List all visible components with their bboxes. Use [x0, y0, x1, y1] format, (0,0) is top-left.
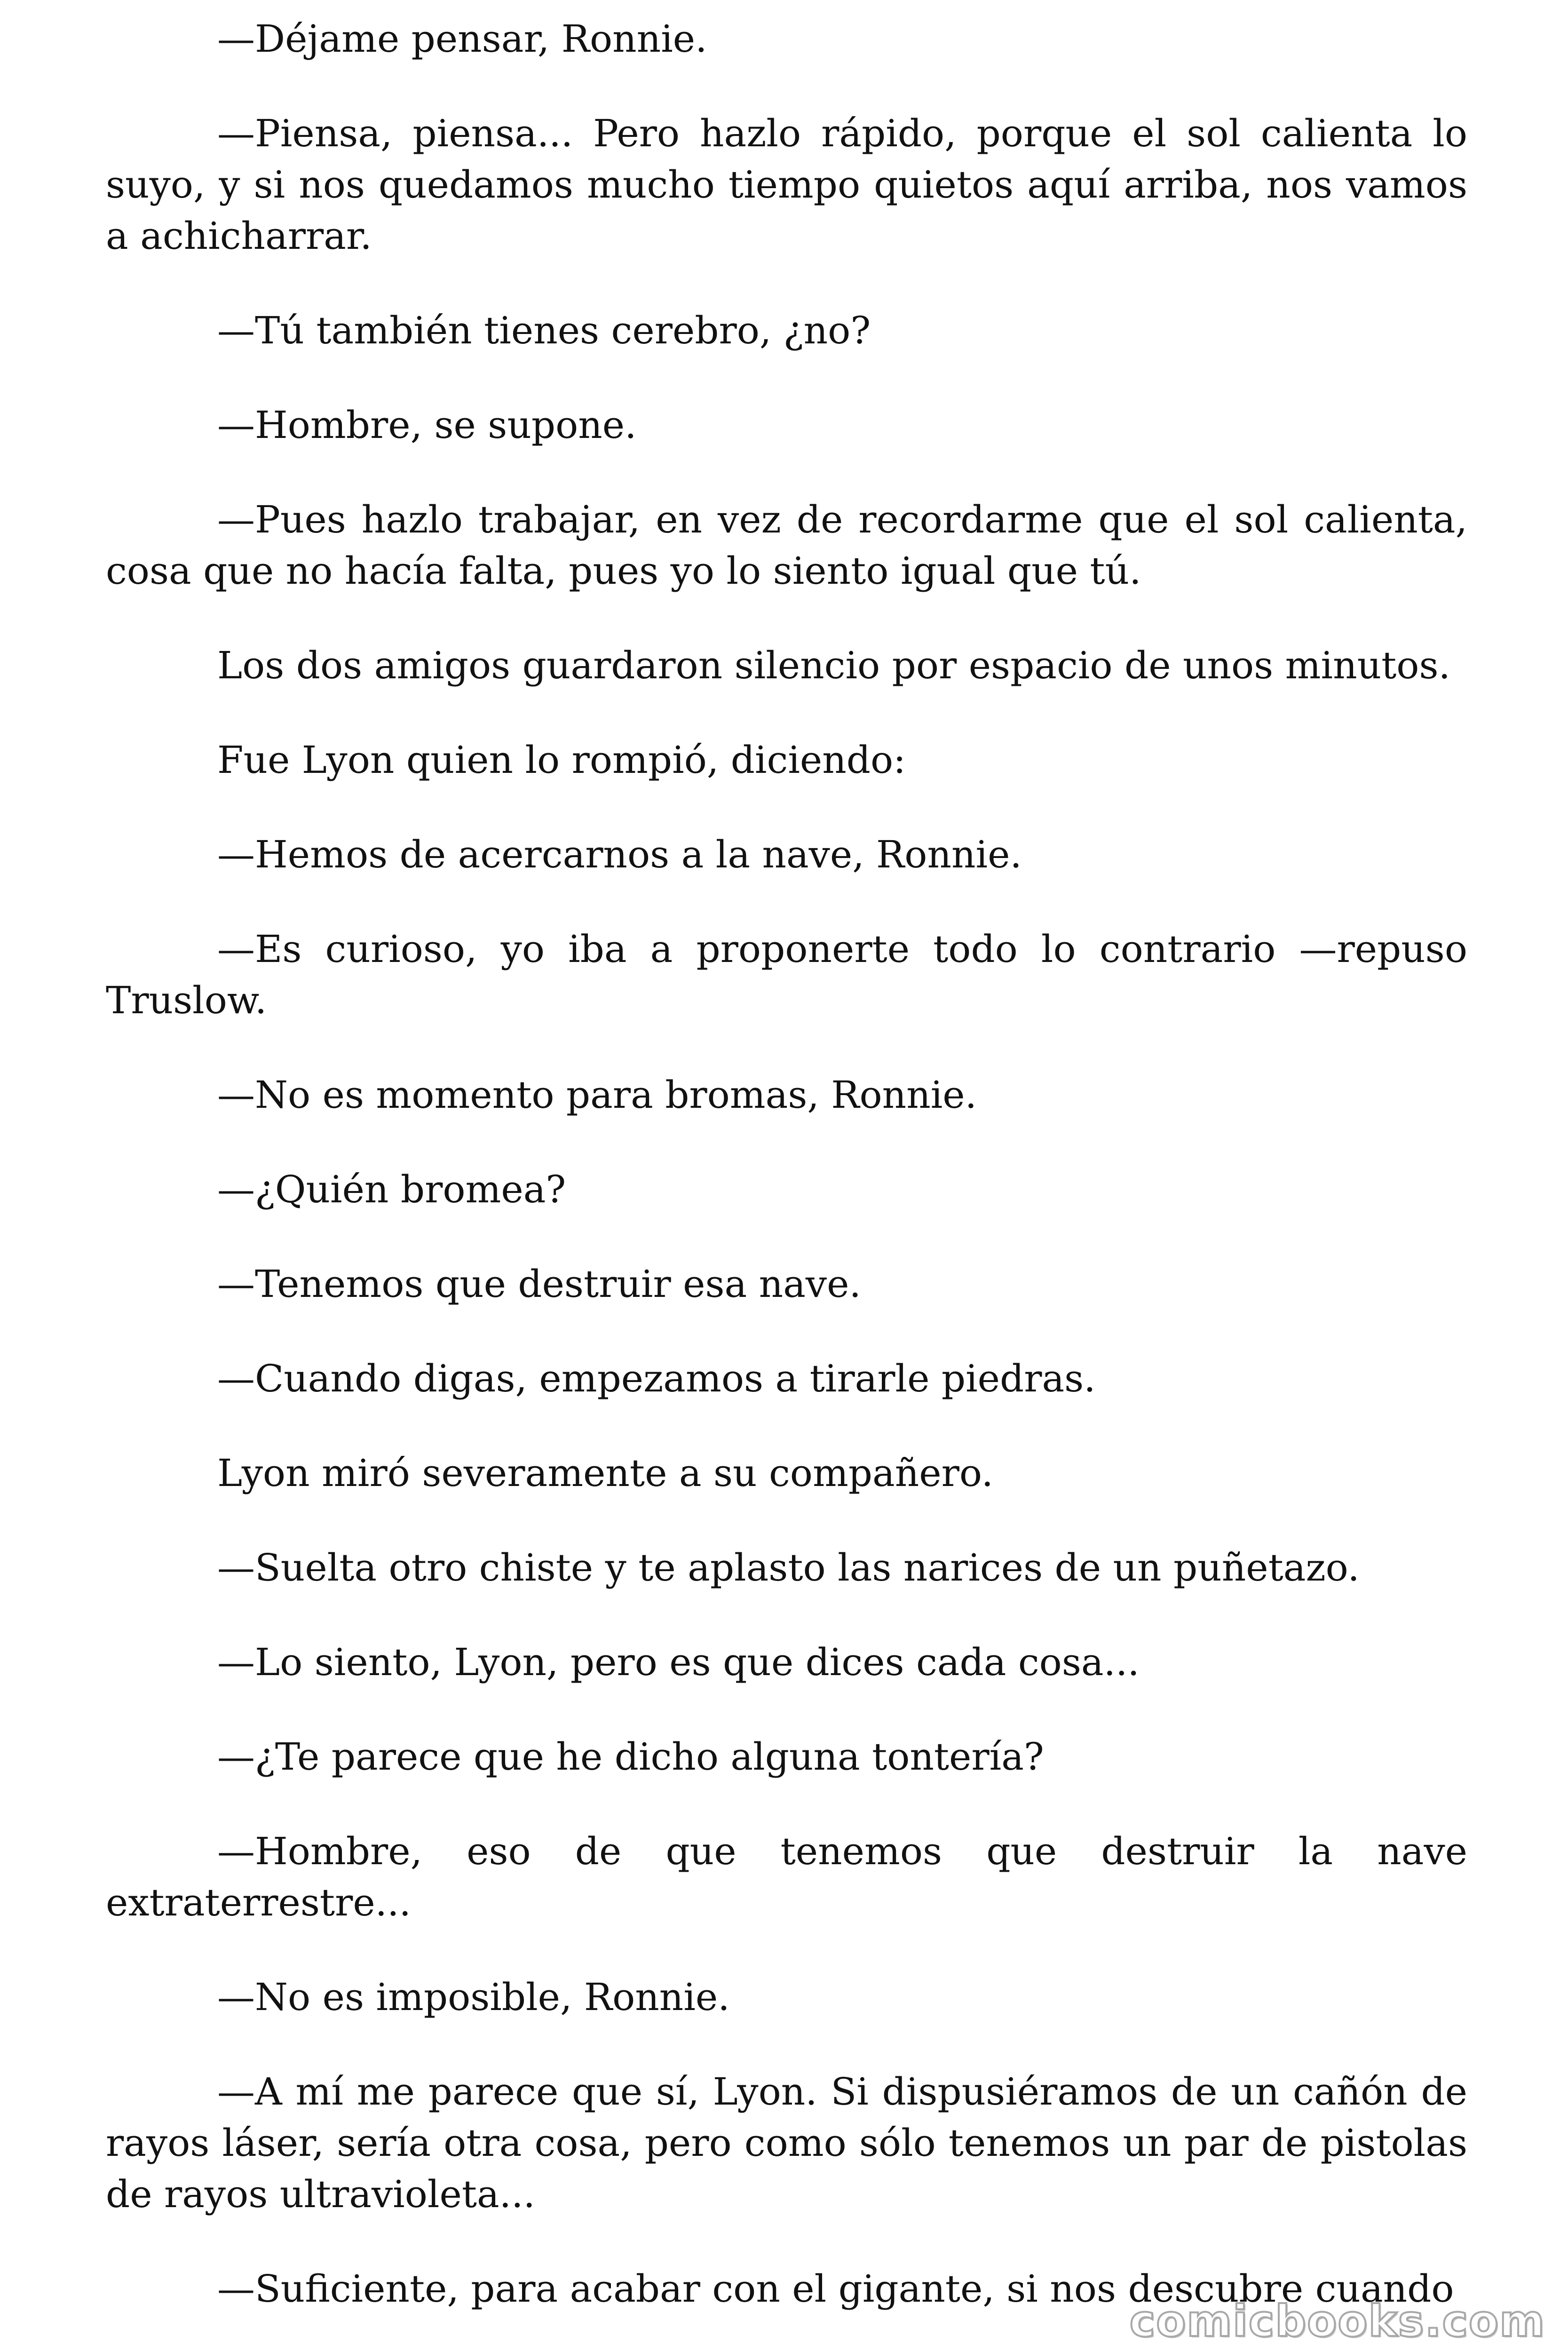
paragraph-16: —Lo siento, Lyon, pero es que dices cada cosa...: [217, 1640, 1140, 1684]
paragraph-1: —Déjame pensar, Ronnie.: [217, 17, 707, 61]
paragraph-14: Lyon miró severamente a su compañero.: [217, 1451, 993, 1495]
paragraph-8: —Hemos de acercarnos a la nave, Ronnie.: [217, 833, 1022, 876]
page-text: [106, 13, 1467, 2352]
paragraph-15: —Suelta otro chiste y te aplasto las narices de un puñetazo.: [217, 1546, 1360, 1589]
paragraph-7: Fue Lyon quien lo rompió, diciendo:: [217, 738, 906, 782]
paragraph-17: —¿Te parece que he dicho alguna tontería?: [217, 1735, 1044, 1779]
paragraph-6: Los dos amigos guardaron silencio por espacio de unos minutos.: [217, 644, 1450, 687]
paragraph-4: —Hombre, se supone.: [217, 403, 637, 447]
watermark-logo: comicbooks.com: [1129, 2296, 1545, 2346]
paragraph-19: —No es imposible, Ronnie.: [217, 1975, 730, 2019]
paragraph-18: —Hombre, eso de que tenemos que destruir la nave extraterrestre...: [106, 1829, 1467, 1924]
paragraph-20: —A mí me parece que sí, Lyon. Si dispusiéramos de un cañón de rayos láser, sería otra cosa, pero como sólo tenemos un par de pistolas de rayos ultravioleta...: [106, 2070, 1467, 2216]
paragraph-21: —Suficiente, para acabar con el gigante, si nos descubre cuando: [217, 2267, 1454, 2311]
paragraph-12: —Tenemos que destruir esa nave.: [217, 1262, 861, 1306]
paragraph-13: —Cuando digas, empezamos a tirarle piedras.: [217, 1357, 1096, 1400]
paragraph-11: —¿Quién bromea?: [217, 1168, 566, 1211]
paragraph-10: —No es momento para bromas, Ronnie.: [217, 1073, 977, 1117]
paragraph-5: —Pues hazlo trabajar, en vez de recordarme que el sol calienta, cosa que no hacía falta, pues yo lo siento igual que tú.: [106, 498, 1467, 593]
paragraph-3: —Tú también tienes cerebro, ¿no?: [217, 309, 871, 352]
paragraph-2: —Piensa, piensa... Pero hazlo rápido, porque el sol calienta lo suyo, y si nos quedamos mucho tiempo quietos aquí arriba, nos vamos a achicharrar.: [106, 111, 1467, 258]
paragraph-9: —Es curioso, yo iba a proponerte todo lo contrario —repuso Truslow.: [106, 927, 1467, 1022]
